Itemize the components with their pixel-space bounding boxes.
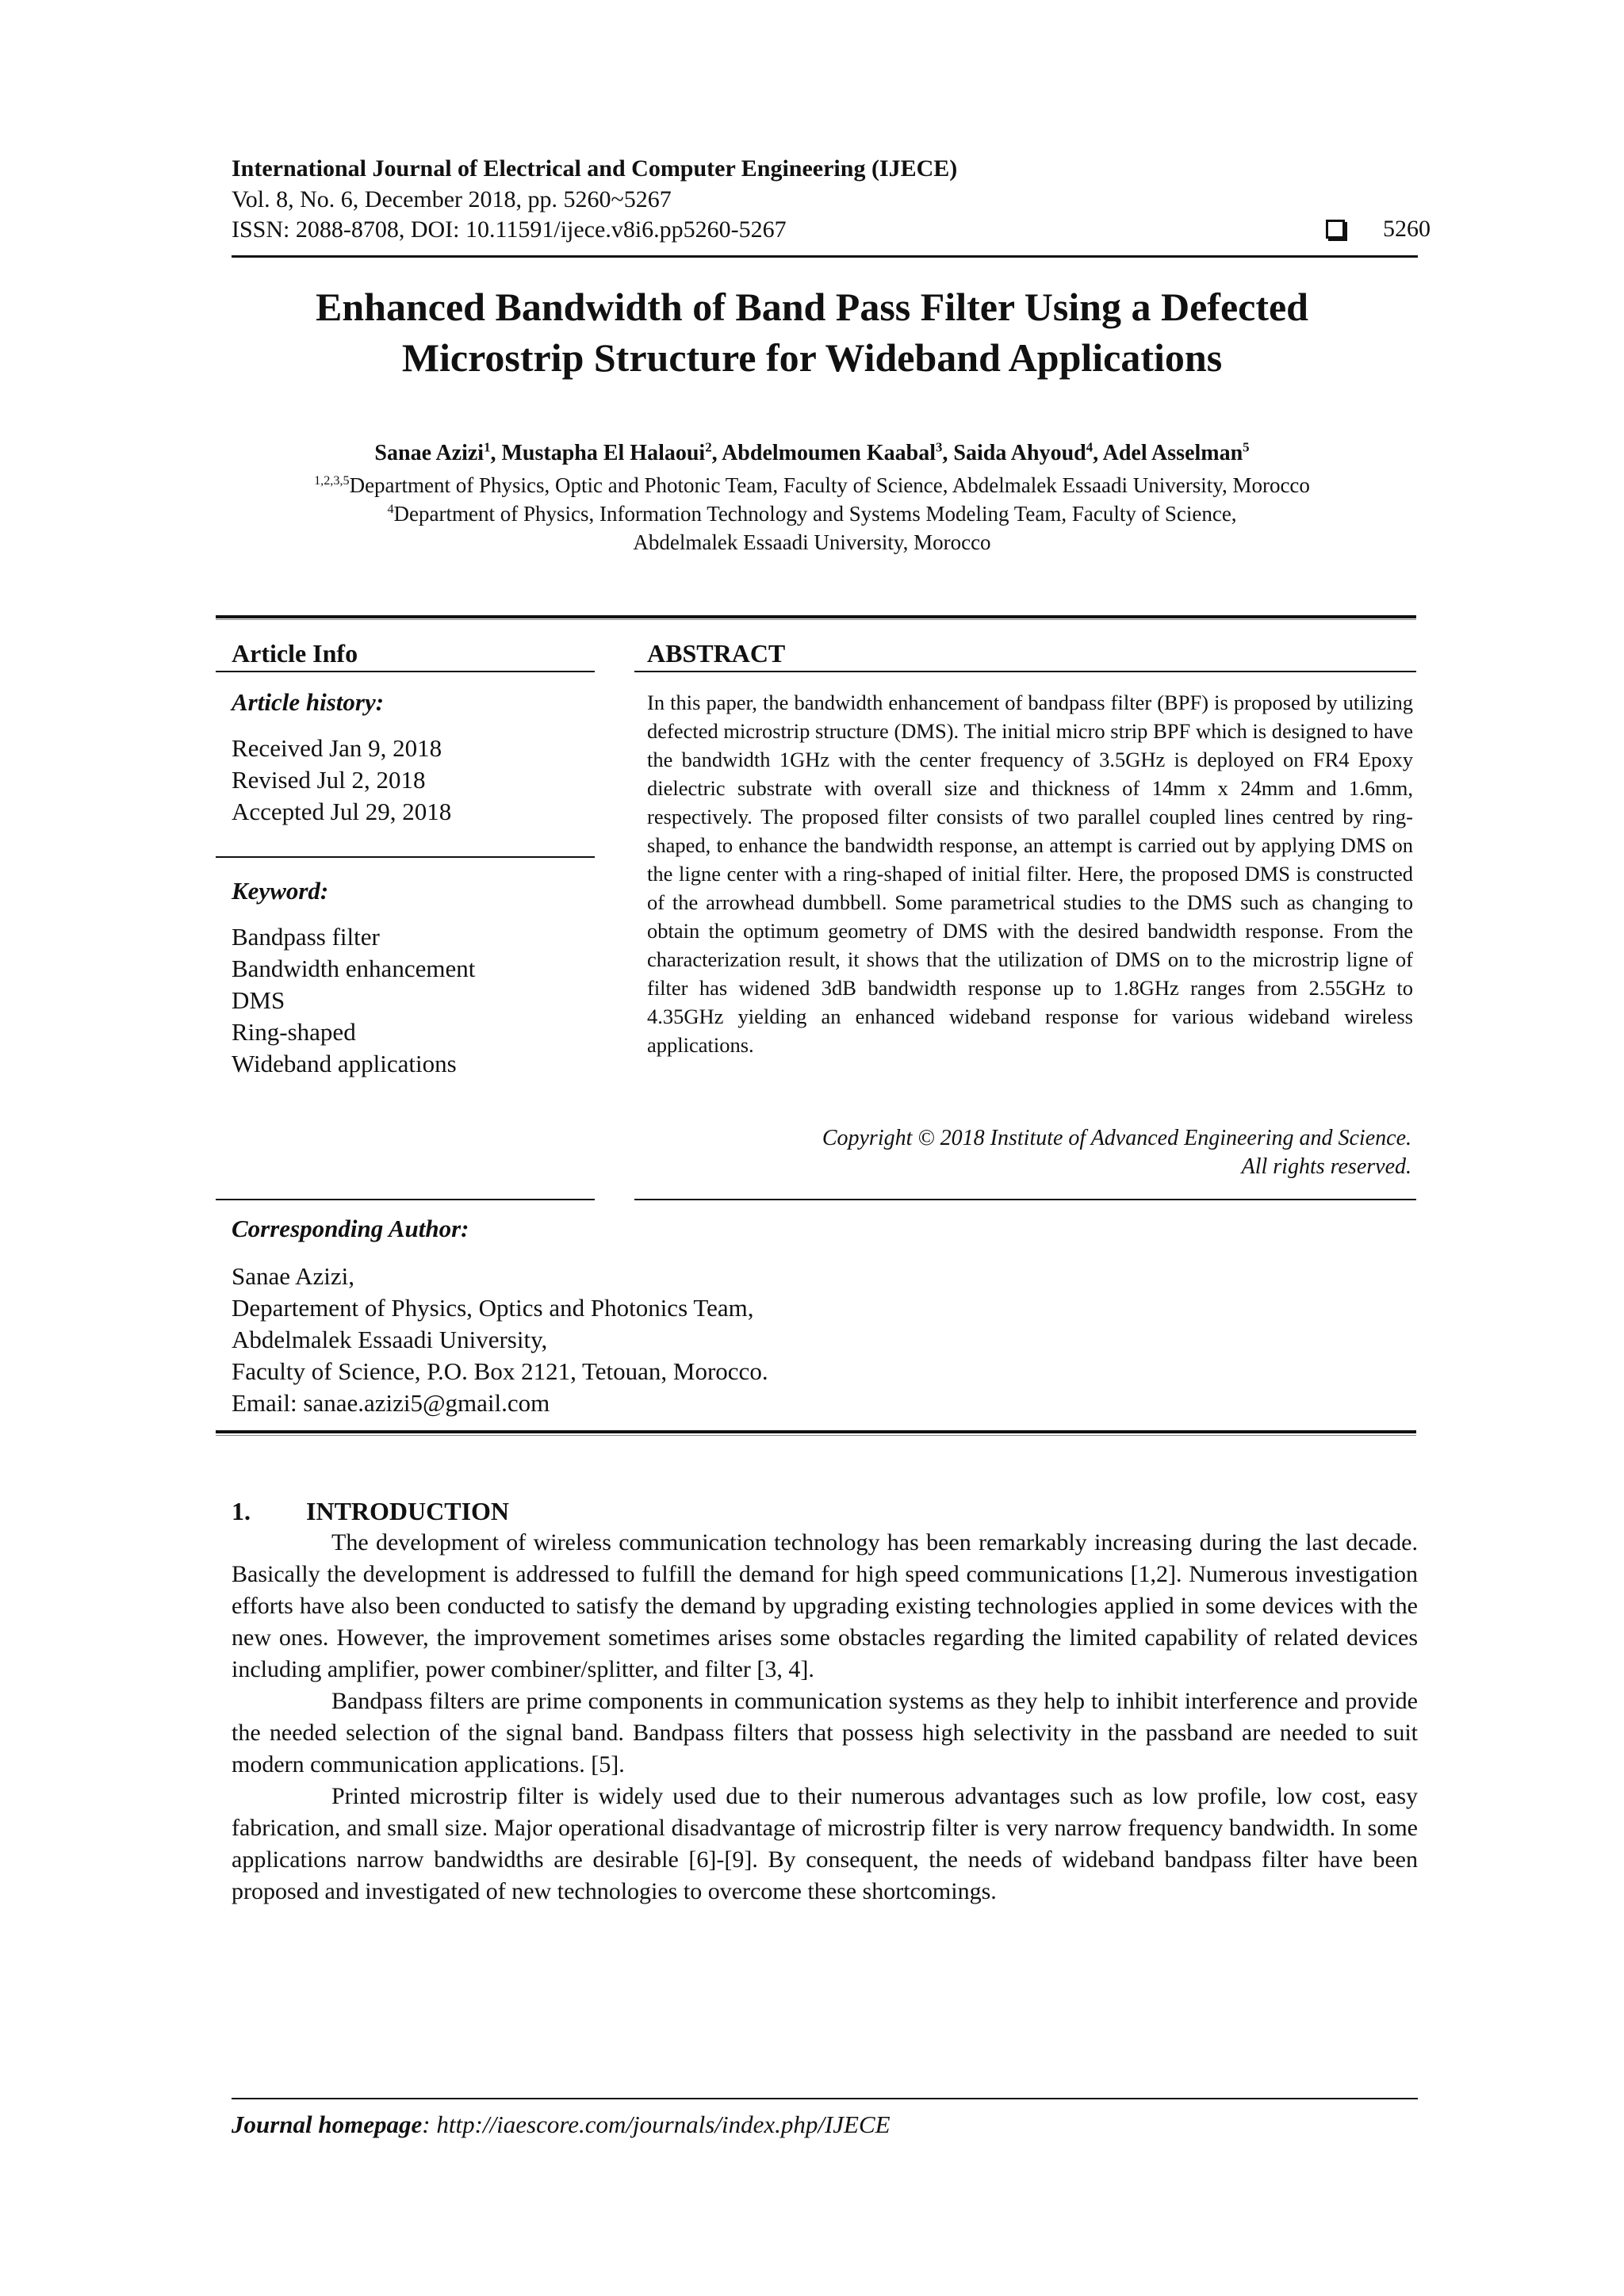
keyword-item: Wideband applications (232, 1050, 457, 1077)
accepted-date: Accepted Jul 29, 2018 (232, 798, 452, 825)
keyword-item: DMS (232, 986, 285, 1014)
copyright-line-2: All rights reserved. (1241, 1154, 1411, 1179)
corresponding-rule-shadow (216, 1435, 1416, 1436)
corresponding-line: Faculty of Science, P.O. Box 2121, Tetouan, Morocco. (232, 1357, 768, 1385)
keyword-heading: Keyword: (232, 877, 329, 905)
title-line-1: Enhanced Bandwidth of Band Pass Filter Using a Defected (316, 285, 1308, 329)
affiliation-2-continued: Abdelmalek Essaadi University, Morocco (633, 530, 991, 554)
corresponding-rule (216, 1430, 1416, 1433)
received-date: Received Jan 9, 2018 (232, 734, 442, 762)
square-icon (1326, 220, 1345, 239)
header-rule (232, 255, 1418, 258)
affiliation-1 (159, 471, 1465, 499)
info-bottom-rule-left (216, 1199, 595, 1200)
author-name: Mustapha El Halaoui (501, 441, 706, 465)
journal-homepage (232, 2110, 891, 2139)
info-top-rule-shadow (216, 619, 1416, 620)
keyword-item: Bandwidth enhancement (232, 955, 476, 982)
keyword-item: Bandpass filter (232, 923, 380, 951)
journal-volume: Vol. 8, No. 6, December 2018, pp. 5260~5267 (232, 186, 672, 212)
info-top-rule (216, 615, 1416, 618)
author-list: Sanae Azizi$^1$, Mustapha El Halaoui$^2$, Abdelmoumen Kaabal$^3$, Saida Ahyoud$^4$, Adel Asselman$^5$ (374, 439, 1250, 465)
paragraph: The development of wireless communication technology has been remarkably increasing during the last decade. Basically the development is addressed to fulfill the demand for high speed communications [1,2]. Numerous investigation efforts have also been conducted to satisfy the demand by upgrading existing technologies applied in some devices with the new ones. However, the improvement sometimes arises some obstacles regarding the limited capability of related devices including amplifier, power combiner/splitter, and filter [3, 4]. (232, 1529, 1418, 1682)
corresponding-details (232, 1261, 768, 1419)
article-info-rule (216, 671, 595, 672)
journal-name: International Journal of Electrical and Computer Engineering (IJECE) (232, 155, 958, 182)
keyword-list (232, 921, 475, 1080)
article-info-heading: Article Info (232, 639, 358, 668)
author-sup: 1 (484, 439, 491, 455)
corresponding-line: Sanae Azizi, (232, 1262, 354, 1290)
abstract-rule (634, 671, 1416, 672)
author-sup: 3 (936, 439, 943, 455)
introduction-body (232, 1527, 1418, 1908)
abstract-text: In this paper, the bandwidth enhancement of bandpass filter (BPF) is proposed by utilizing defected microstrip structure (DMS). The initial micro strip BPF which is designed to have the bandwidth 1GHz with the center frequency of 3.5GHz is deployed on FR4 Epoxy dielectric substrate with overall size and thickness of 14mm x 24mm and 1.6mm, respectively. The proposed filter consists of two parallel coupled lines centred by ring-shaped, to enhance the bandwidth response, an attempt is carried out by applying DMS on the ligne center with a ring-shaped of initial filter. Here, the proposed DMS is constructed of the arrowhead dumbbell. Some parametrical studies to the DMS such as changing to obtain the optimum geometry of DMS with the desired bandwidth response. From the characterization result, it shows that the utilization of DMS on to the microstrip ligne of filter has widened 3dB bandwidth response up to 1.8GHz ranges from 2.55GHz to 4.35GHz yielding an enhanced wideband response for various wideband wireless applications. (647, 691, 1413, 1057)
author-sup: 5 (1243, 439, 1250, 455)
header-right (1326, 216, 1431, 243)
corresponding-email: Email: sanae.azizi5@gmail.com (232, 1389, 550, 1417)
author-name: Abdelmoumen Kaabal (722, 441, 936, 465)
title-line-2: Microstrip Structure for Wideband Applications (401, 335, 1223, 380)
info-bottom-rule-right (634, 1199, 1416, 1200)
corresponding-line: Departement of Physics, Optics and Photonics Team, (232, 1294, 754, 1322)
footer-rule (232, 2098, 1418, 2099)
history-rule (216, 856, 595, 858)
affiliation-sup: 1,2,3,5 (314, 473, 350, 488)
affiliation-2 (159, 499, 1465, 528)
section-title: INTRODUCTION (306, 1497, 510, 1525)
keyword-item: Ring-shaped (232, 1018, 356, 1046)
author-name: Adel Asselman (1102, 441, 1243, 465)
author-sup: 4 (1086, 439, 1094, 455)
copyright-line-1: Copyright © 2018 Institute of Advanced Engineering and Science. (822, 1126, 1411, 1150)
affiliation-text: Department of Physics, Optic and Photonic Team, Faculty of Science, Abdelmalek Essaadi University, Morocco (349, 473, 1310, 497)
affiliation-sup: 4 (387, 502, 394, 516)
journal-issn: ISSN: 2088-8708, DOI: 10.11591/ijece.v8i6.pp5260-5267 (232, 216, 787, 243)
article-history (232, 733, 451, 828)
section-number: 1. (232, 1497, 251, 1525)
paragraph: Printed microstrip filter is widely used due to their numerous advantages such as low profile, low cost, easy fabrication, and small size. Major operational disadvantage of microstrip filter is very narrow frequency bandwidth. In some applications narrow bandwidths are desirable [6]-[9]. By consequent, the needs of wideband bandpass filter have been proposed and investigated of new technologies to overcome these shortcomings. (232, 1783, 1418, 1904)
revised-date: Revised Jul 2, 2018 (232, 766, 426, 794)
article-history-heading: Article history: (232, 688, 385, 716)
page-number: 5260 (1383, 216, 1431, 242)
abstract-heading: ABSTRACT (647, 639, 786, 668)
corresponding-heading: Corresponding Author: (232, 1215, 469, 1242)
author-sup: 2 (705, 439, 712, 455)
paper-title (159, 281, 1465, 383)
affiliation-text: Department of Physics, Information Technology and Systems Modeling Team, Faculty of Science, (393, 502, 1237, 526)
homepage-label: Journal homepage (232, 2110, 423, 2138)
author-name: Saida Ahyoud (953, 441, 1086, 465)
introduction-heading (232, 1497, 509, 1526)
paragraph: Bandpass filters are prime components in communication systems as they help to inhibit interference and provide the needed selection of the signal band. Bandpass filters that possess high selectivity in the passband are needed to suit modern communication applications. [5]. (232, 1688, 1418, 1777)
corresponding-line: Abdelmalek Essaadi University, (232, 1326, 548, 1353)
author-name: Sanae Azizi (374, 441, 485, 465)
homepage-url: : http://iaescore.com/journals/index.php/IJECE (422, 2110, 891, 2138)
